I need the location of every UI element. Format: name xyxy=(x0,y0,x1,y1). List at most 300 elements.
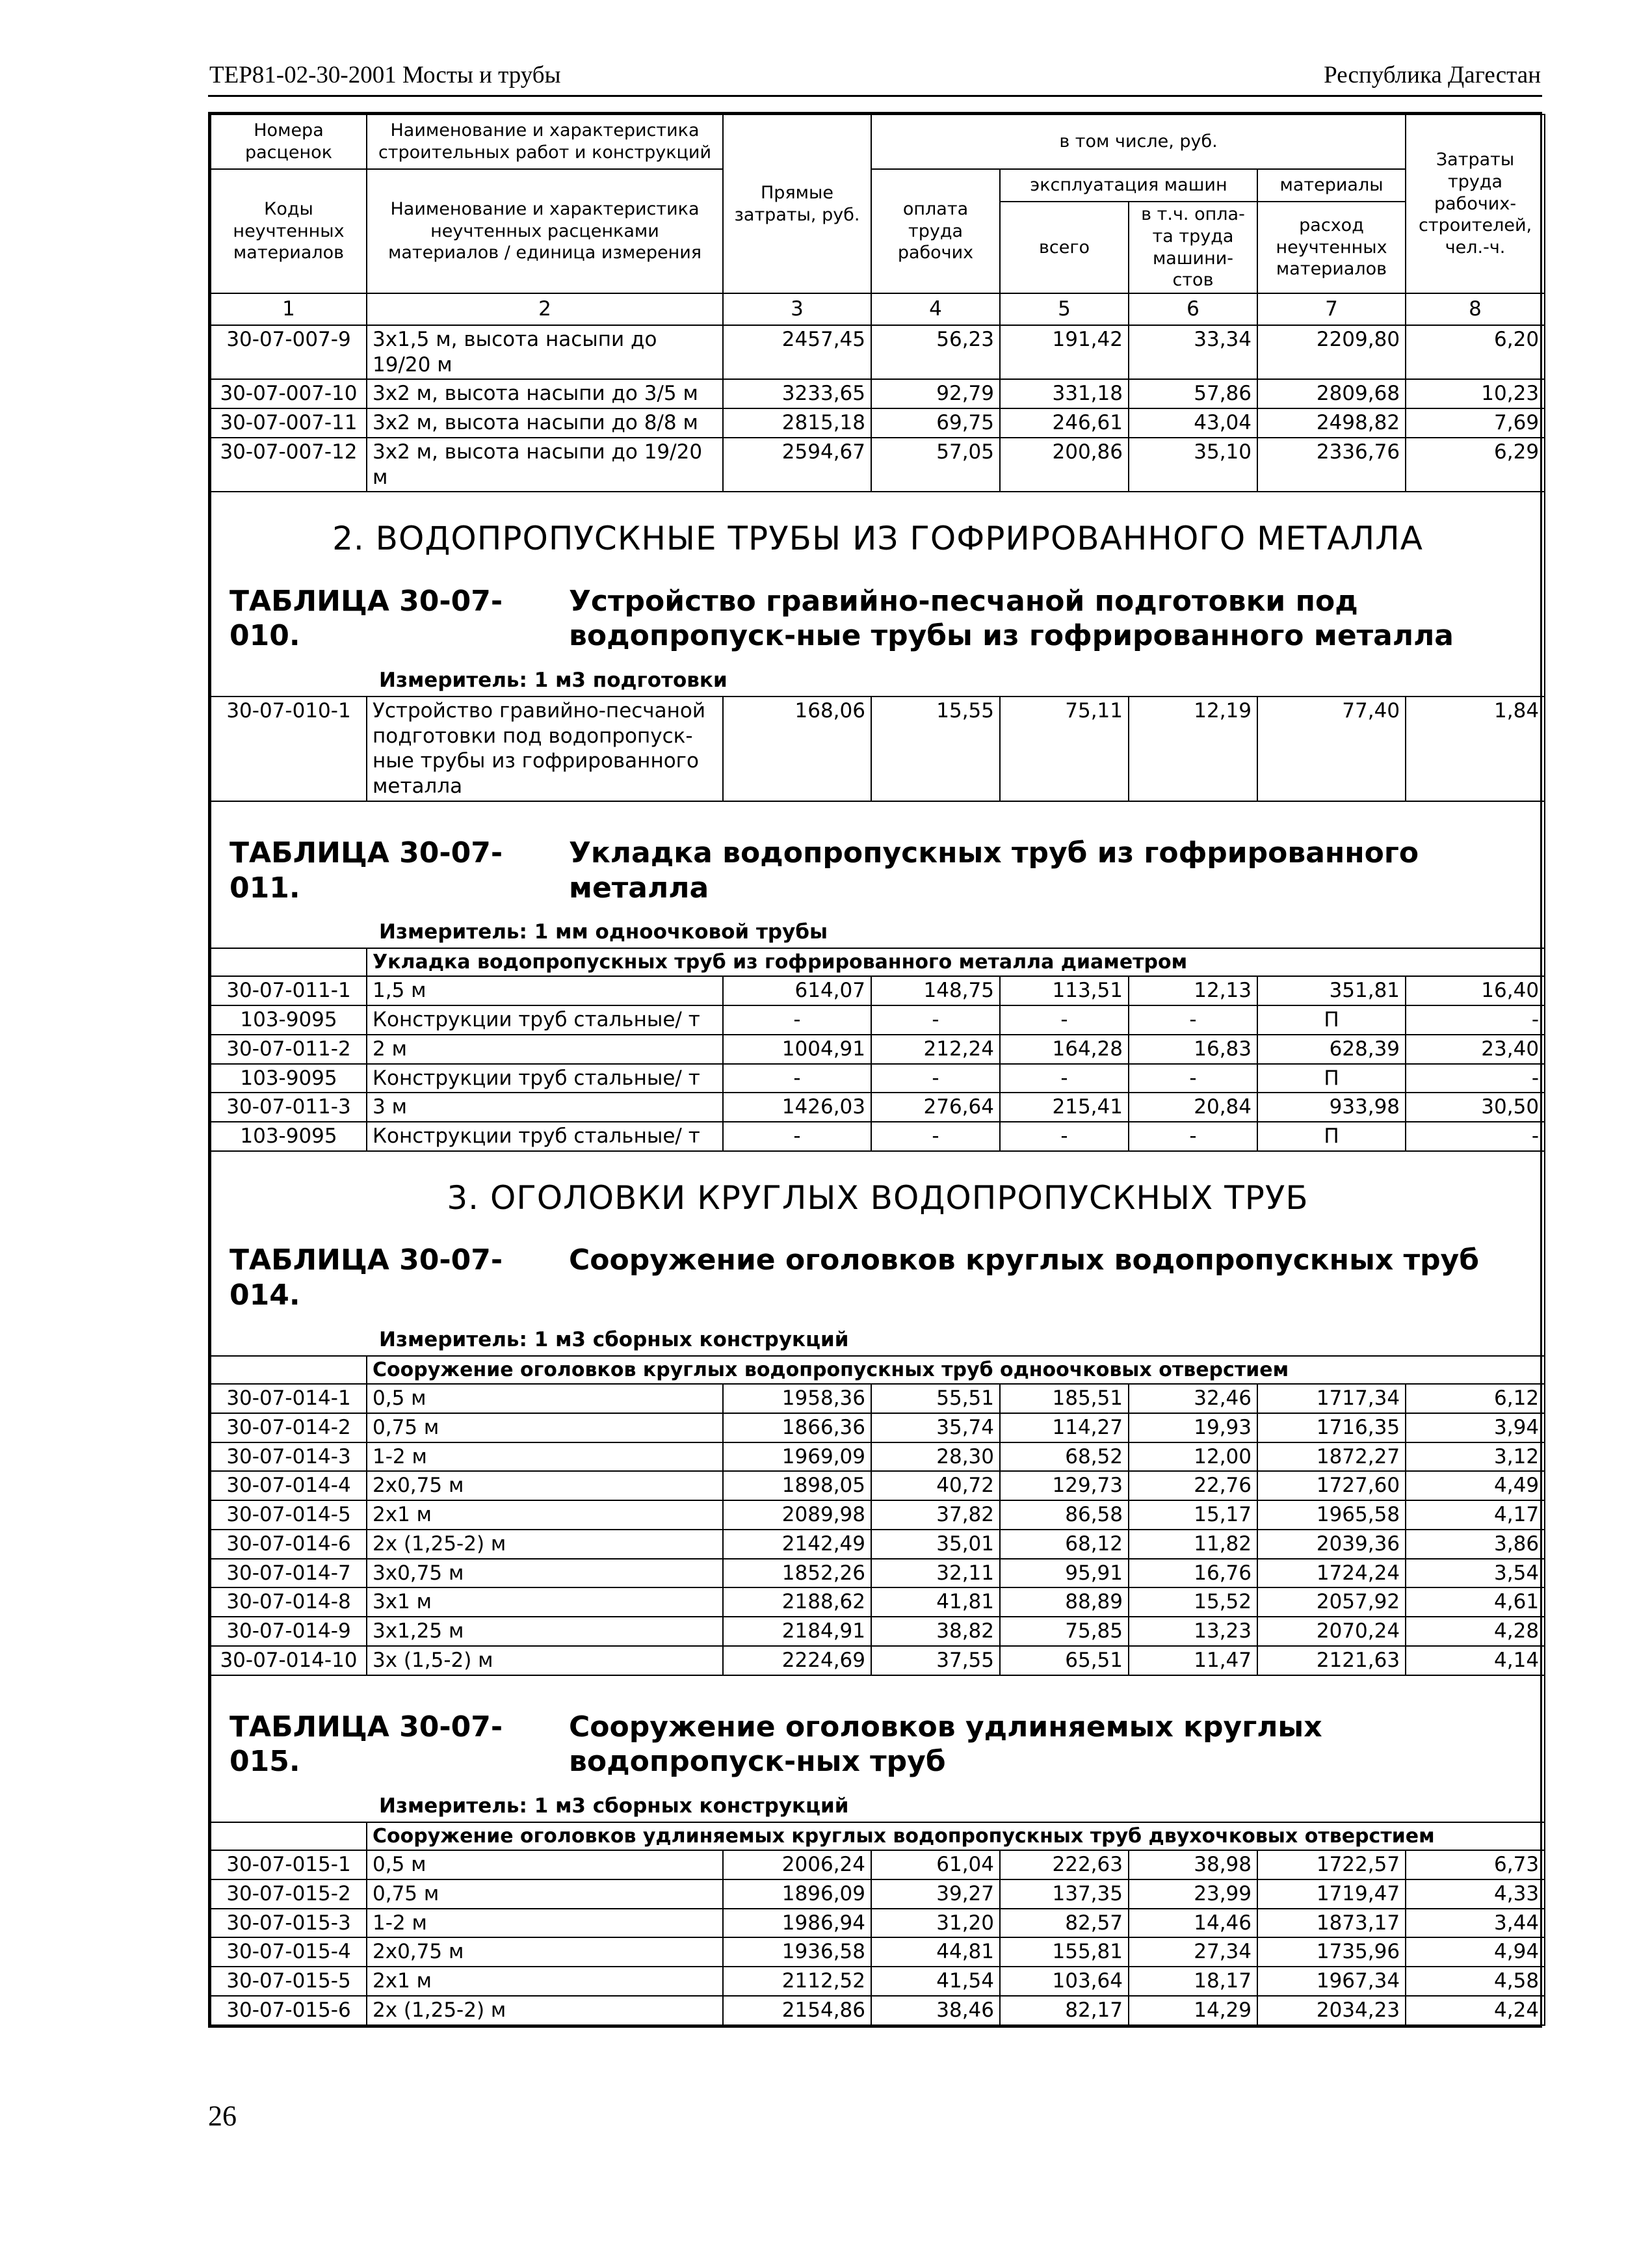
rate-code: 30-07-014-1 xyxy=(211,1384,367,1413)
col-header-material-name: Наименование и характеристика неучтенных расценками материалов / единица измерения xyxy=(367,169,723,293)
machinist-pay-value: 32,46 xyxy=(1129,1384,1257,1413)
work-name: 1-2 м xyxy=(367,1442,723,1472)
table-row xyxy=(211,1587,1545,1617)
table-30-07-014-meter-text: Измеритель: 1 м3 сборных конструкций xyxy=(379,1327,849,1351)
table-30-07-014-group-row xyxy=(211,1356,1545,1385)
table-30-07-014-meter-row xyxy=(211,1317,1545,1356)
table-row xyxy=(211,1413,1545,1442)
work-name: 2х1 м xyxy=(367,1967,723,1996)
worker-pay-value: 39,27 xyxy=(871,1879,1000,1909)
table-row xyxy=(211,1442,1545,1472)
materials-cost-value: 1722,57 xyxy=(1257,1850,1406,1879)
table-row xyxy=(211,1384,1545,1413)
labor-hours-value: 6,73 xyxy=(1406,1850,1545,1879)
machines-total-value: 129,73 xyxy=(1000,1471,1129,1500)
direct-costs-value: 2112,52 xyxy=(723,1967,871,1996)
machines-total-value: 75,85 xyxy=(1000,1617,1129,1646)
table-heading xyxy=(216,576,1539,656)
work-name: 2х (1,25-2) м xyxy=(367,1530,723,1559)
worker-pay-value: 28,30 xyxy=(871,1442,1000,1472)
machines-total-value: 164,28 xyxy=(1000,1035,1129,1064)
labor-hours-value: 3,54 xyxy=(1406,1559,1545,1588)
region-name: Республика Дагестан xyxy=(1324,62,1541,88)
page-number: 26 xyxy=(208,2100,237,2132)
direct-costs-value: 1958,36 xyxy=(723,1384,871,1413)
table-30-07-015-group-row xyxy=(211,1822,1545,1851)
worker-pay-value: 41,54 xyxy=(871,1967,1000,1996)
materials-cost-value: 1873,17 xyxy=(1257,1909,1406,1938)
column-number: 4 xyxy=(871,293,1000,325)
machines-total-value: 86,58 xyxy=(1000,1500,1129,1530)
machinist-pay-value: 35,10 xyxy=(1129,438,1257,492)
labor-hours-value: 3,86 xyxy=(1406,1530,1545,1559)
table-30-07-015-meter-row xyxy=(211,1783,1545,1822)
materials-cost-value: 2070,24 xyxy=(1257,1617,1406,1646)
worker-pay-value: 56,23 xyxy=(871,325,1000,380)
direct-costs-value: 2457,45 xyxy=(723,325,871,380)
direct-costs-value: 614,07 xyxy=(723,976,871,1005)
machinist-pay-value: - xyxy=(1129,1005,1257,1035)
table-heading xyxy=(216,1702,1539,1782)
rate-code: 30-07-011-1 xyxy=(211,976,367,1005)
machines-total-value: 82,17 xyxy=(1000,1996,1129,2025)
materials-cost-value: 1735,96 xyxy=(1257,1937,1406,1967)
machinist-pay-value: 15,52 xyxy=(1129,1587,1257,1617)
direct-costs-value: 1852,26 xyxy=(723,1559,871,1588)
rate-code: 30-07-015-5 xyxy=(211,1967,367,1996)
machines-total-value: 103,64 xyxy=(1000,1967,1129,1996)
table-30-07-015-meter xyxy=(211,1783,1545,1822)
machinist-pay-value: - xyxy=(1129,1122,1257,1151)
col-header-labor-costs: Затраты труда рабочих-строителей, чел.-ч. xyxy=(1406,114,1545,293)
table-description: Сооружение оголовков удлиняемых круглых водопропуск-ных труб xyxy=(569,1710,1322,1779)
machines-total-value: 65,51 xyxy=(1000,1646,1129,1675)
work-name: 3х (1,5-2) м xyxy=(367,1646,723,1675)
table-30-07-010-meter-text: Измеритель: 1 м3 подготовки xyxy=(379,669,728,693)
machines-total-value: 88,89 xyxy=(1000,1587,1129,1617)
direct-costs-value: 1896,09 xyxy=(723,1879,871,1909)
rate-code: 30-07-015-6 xyxy=(211,1996,367,2025)
materials-cost-value: П xyxy=(1257,1122,1406,1151)
direct-costs-value: 2154,86 xyxy=(723,1996,871,2025)
worker-pay-value: 38,82 xyxy=(871,1617,1000,1646)
machines-total-value: 191,42 xyxy=(1000,325,1129,380)
table-30-07-014-meter xyxy=(211,1317,1545,1356)
materials-cost-value: П xyxy=(1257,1064,1406,1093)
work-name: 3х0,75 м xyxy=(367,1559,723,1588)
spacer-row xyxy=(211,1675,1545,1701)
col-header-material-consumption: расход неучтенных материалов xyxy=(1257,202,1406,293)
material-name: Конструкции труб стальные/ т xyxy=(367,1122,723,1151)
section-2-title-row xyxy=(211,492,1545,575)
table-30-07-015-meter-text: Измеритель: 1 м3 сборных конструкций xyxy=(379,1794,849,1818)
work-name: 2х1 м xyxy=(367,1500,723,1530)
direct-costs-value: 1866,36 xyxy=(723,1413,871,1442)
labor-hours-value: 4,49 xyxy=(1406,1471,1545,1500)
machines-total-value: 82,57 xyxy=(1000,1909,1129,1938)
machinist-pay-value: 12,19 xyxy=(1129,697,1257,801)
rate-code: 30-07-015-2 xyxy=(211,1879,367,1909)
table-row xyxy=(211,408,1545,438)
table-30-07-011-meter-row xyxy=(211,909,1545,948)
labor-hours-value: 4,24 xyxy=(1406,1996,1545,2025)
table-number: ТАБЛИЦА 30-07-014. xyxy=(229,1243,503,1312)
rate-code: 30-07-007-12 xyxy=(211,438,367,492)
section-2-title xyxy=(211,492,1545,575)
labor-hours-value: 6,20 xyxy=(1406,325,1545,380)
labor-hours-value: 4,61 xyxy=(1406,1587,1545,1617)
work-name: 1-2 м xyxy=(367,1909,723,1938)
direct-costs-value: 2594,67 xyxy=(723,438,871,492)
rate-code: 30-07-014-7 xyxy=(211,1559,367,1588)
work-name: 3х2 м, высота насыпи до 19/20 м xyxy=(367,438,723,492)
worker-pay-value: 44,81 xyxy=(871,1937,1000,1967)
rate-code: 30-07-011-3 xyxy=(211,1093,367,1122)
labor-hours-value: 1,84 xyxy=(1406,697,1545,801)
header-row-2 xyxy=(211,169,1545,202)
work-name: 3х2 м, высота насыпи до 8/8 м xyxy=(367,408,723,438)
worker-pay-value: 61,04 xyxy=(871,1850,1000,1879)
table-description: Сооружение оголовков круглых водопропускных труб xyxy=(569,1243,1479,1277)
machinist-pay-value: 12,13 xyxy=(1129,976,1257,1005)
direct-costs-value: 2142,49 xyxy=(723,1530,871,1559)
labor-hours-value: 6,29 xyxy=(1406,438,1545,492)
rates-document xyxy=(208,112,1542,2028)
materials-cost-value: П xyxy=(1257,1005,1406,1035)
worker-pay-value: 212,24 xyxy=(871,1035,1000,1064)
machinist-pay-value: 19,93 xyxy=(1129,1413,1257,1442)
material-name: Конструкции труб стальные/ т xyxy=(367,1064,723,1093)
machines-total-value: 200,86 xyxy=(1000,438,1129,492)
machines-total-value: 68,12 xyxy=(1000,1530,1129,1559)
machines-total-value: - xyxy=(1000,1005,1129,1035)
worker-pay-value: 38,46 xyxy=(871,1996,1000,2025)
section-3-title-row xyxy=(211,1151,1545,1234)
table-row xyxy=(211,1471,1545,1500)
section-3-title xyxy=(211,1151,1545,1234)
materials-cost-value: 1965,58 xyxy=(1257,1500,1406,1530)
column-number: 3 xyxy=(723,293,871,325)
work-name: 0,5 м xyxy=(367,1850,723,1879)
spacer xyxy=(211,1675,1545,1701)
materials-cost-value: 1716,35 xyxy=(1257,1413,1406,1442)
col-header-machinist-pay: в т.ч. опла-та труда машини-стов xyxy=(1129,202,1257,293)
direct-costs-value: 1426,03 xyxy=(723,1093,871,1122)
group-empty-cell xyxy=(211,1822,367,1851)
machines-total-value: 246,61 xyxy=(1000,408,1129,438)
spacer xyxy=(211,801,1545,827)
column-number: 5 xyxy=(1000,293,1129,325)
labor-hours-value: 7,69 xyxy=(1406,408,1545,438)
table-row xyxy=(211,1646,1545,1675)
machinist-pay-value: 12,00 xyxy=(1129,1442,1257,1472)
table-row xyxy=(211,325,1545,380)
worker-pay-value: 31,20 xyxy=(871,1909,1000,1938)
materials-cost-value: 2209,80 xyxy=(1257,325,1406,380)
machines-total-value: 222,63 xyxy=(1000,1850,1129,1879)
direct-costs-value: 1898,05 xyxy=(723,1471,871,1500)
machinist-pay-value: 18,17 xyxy=(1129,1967,1257,1996)
work-name: Устройство гравийно-песчаной подготовки под водопропуск-ные трубы из гофрированного металла xyxy=(367,697,723,801)
materials-cost-value: 1724,24 xyxy=(1257,1559,1406,1588)
machinist-pay-value: 13,23 xyxy=(1129,1617,1257,1646)
rate-code: 30-07-014-6 xyxy=(211,1530,367,1559)
rate-code: 30-07-007-9 xyxy=(211,325,367,380)
direct-costs-value: - xyxy=(723,1122,871,1151)
table-row xyxy=(211,976,1545,1005)
material-row xyxy=(211,1005,1545,1035)
machinist-pay-value: 11,47 xyxy=(1129,1646,1257,1675)
labor-hours-value: 4,28 xyxy=(1406,1617,1545,1646)
work-name: 2 м xyxy=(367,1035,723,1064)
materials-cost-value: 2057,92 xyxy=(1257,1587,1406,1617)
rate-code: 30-07-014-9 xyxy=(211,1617,367,1646)
col-header-work-name: Наименование и характеристика строительных работ и конструкций xyxy=(367,114,723,169)
group-title: Сооружение оголовков круглых водопропускных труб одноочковых отверстием xyxy=(367,1356,1545,1385)
table-row xyxy=(211,1035,1545,1064)
machinist-pay-value: 14,29 xyxy=(1129,1996,1257,2025)
labor-hours-value: 10,23 xyxy=(1406,379,1545,408)
labor-hours-value: 4,14 xyxy=(1406,1646,1545,1675)
machines-total-value: 137,35 xyxy=(1000,1879,1129,1909)
machines-total-value: 155,81 xyxy=(1000,1937,1129,1967)
machines-total-value: - xyxy=(1000,1122,1129,1151)
labor-hours-value: - xyxy=(1406,1122,1545,1151)
material-code: 103-9095 xyxy=(211,1005,367,1035)
table-row xyxy=(211,1093,1545,1122)
work-name: 1,5 м xyxy=(367,976,723,1005)
labor-hours-value: 4,58 xyxy=(1406,1967,1545,1996)
material-code: 103-9095 xyxy=(211,1122,367,1151)
table-30-07-011-meter xyxy=(211,909,1545,948)
table-row xyxy=(211,697,1545,801)
machines-total-value: 185,51 xyxy=(1000,1384,1129,1413)
direct-costs-value: 2188,62 xyxy=(723,1587,871,1617)
table-number: ТАБЛИЦА 30-07-011. xyxy=(229,836,503,905)
group-title: Укладка водопропускных труб из гофрированного металла диаметром xyxy=(367,948,1545,977)
table-30-07-011-meter-text: Измеритель: 1 мм одноочковой трубы xyxy=(379,920,828,944)
materials-cost-value: 2121,63 xyxy=(1257,1646,1406,1675)
machinist-pay-value: 57,86 xyxy=(1129,379,1257,408)
materials-cost-value: 351,81 xyxy=(1257,976,1406,1005)
direct-costs-value: 1969,09 xyxy=(723,1442,871,1472)
work-name: 0,75 м xyxy=(367,1879,723,1909)
rate-code: 30-07-014-4 xyxy=(211,1471,367,1500)
direct-costs-value: 2224,69 xyxy=(723,1646,871,1675)
table-row xyxy=(211,1850,1545,1879)
table-row xyxy=(211,379,1545,408)
material-name: Конструкции труб стальные/ т xyxy=(367,1005,723,1035)
table-row xyxy=(211,1996,1545,2025)
table-row xyxy=(211,1530,1545,1559)
direct-costs-value: 2184,91 xyxy=(723,1617,871,1646)
materials-cost-value: 2039,36 xyxy=(1257,1530,1406,1559)
table-row xyxy=(211,438,1545,492)
material-row xyxy=(211,1064,1545,1093)
group-empty-cell xyxy=(211,948,367,977)
worker-pay-value: 57,05 xyxy=(871,438,1000,492)
table-row xyxy=(211,1500,1545,1530)
table-heading xyxy=(216,1235,1539,1315)
table-30-07-011-title xyxy=(211,827,1545,909)
col-header-worker-pay: оплата труда рабочих xyxy=(871,169,1000,293)
machines-total-value: - xyxy=(1000,1064,1129,1093)
spacer-row xyxy=(211,801,1545,827)
worker-pay-value: 37,82 xyxy=(871,1500,1000,1530)
machines-total-value: 114,27 xyxy=(1000,1413,1129,1442)
table-row xyxy=(211,1879,1545,1909)
table-row xyxy=(211,1937,1545,1967)
machinist-pay-value: 15,17 xyxy=(1129,1500,1257,1530)
machinist-pay-value: - xyxy=(1129,1064,1257,1093)
materials-cost-value: 77,40 xyxy=(1257,697,1406,801)
work-name: 3х1,25 м xyxy=(367,1617,723,1646)
rate-code: 30-07-014-3 xyxy=(211,1442,367,1472)
worker-pay-value: - xyxy=(871,1122,1000,1151)
materials-cost-value: 2498,82 xyxy=(1257,408,1406,438)
labor-hours-value: 4,94 xyxy=(1406,1937,1545,1967)
column-number: 6 xyxy=(1129,293,1257,325)
table-30-07-011-title-row xyxy=(211,827,1545,909)
table-description: Укладка водопропускных труб из гофрированного металла xyxy=(569,836,1419,905)
work-name: 2х0,75 м xyxy=(367,1937,723,1967)
work-name: 3х2 м, высота насыпи до 3/5 м xyxy=(367,379,723,408)
machines-total-value: 113,51 xyxy=(1000,976,1129,1005)
table-number: ТАБЛИЦА 30-07-015. xyxy=(229,1710,503,1779)
work-name: 3х1,5 м, высота насыпи до 19/20 м xyxy=(367,325,723,380)
materials-cost-value: 1967,34 xyxy=(1257,1967,1406,1996)
worker-pay-value: 15,55 xyxy=(871,697,1000,801)
labor-hours-value: 3,12 xyxy=(1406,1442,1545,1472)
labor-hours-value: 3,94 xyxy=(1406,1413,1545,1442)
direct-costs-value: 1986,94 xyxy=(723,1909,871,1938)
machines-total-value: 68,52 xyxy=(1000,1442,1129,1472)
worker-pay-value: 40,72 xyxy=(871,1471,1000,1500)
direct-costs-value: 3233,65 xyxy=(723,379,871,408)
col-header-machines-total: всего xyxy=(1000,202,1129,293)
machinist-pay-value: 16,83 xyxy=(1129,1035,1257,1064)
work-name: 3 м xyxy=(367,1093,723,1122)
direct-costs-value: 1936,58 xyxy=(723,1937,871,1967)
section-2-title-text: 2. ВОДОПРОПУСКНЫЕ ТРУБЫ ИЗ ГОФРИРОВАННОГО МЕТАЛЛА xyxy=(332,520,1423,558)
machinist-pay-value: 43,04 xyxy=(1129,408,1257,438)
column-number: 1 xyxy=(211,293,367,325)
worker-pay-value: - xyxy=(871,1064,1000,1093)
col-header-direct-costs: Прямые затраты, руб. xyxy=(723,114,871,293)
work-name: 2х0,75 м xyxy=(367,1471,723,1500)
rate-code: 30-07-014-8 xyxy=(211,1587,367,1617)
material-code: 103-9095 xyxy=(211,1064,367,1093)
group-empty-cell xyxy=(211,1356,367,1385)
table-row xyxy=(211,1967,1545,1996)
labor-hours-value: - xyxy=(1406,1005,1545,1035)
rate-code: 30-07-007-10 xyxy=(211,379,367,408)
machinist-pay-value: 33,34 xyxy=(1129,325,1257,380)
labor-hours-value: 23,40 xyxy=(1406,1035,1545,1064)
rate-code: 30-07-007-11 xyxy=(211,408,367,438)
machines-total-value: 75,11 xyxy=(1000,697,1129,801)
work-name: 0,75 м xyxy=(367,1413,723,1442)
table-heading xyxy=(216,828,1539,908)
table-30-07-010-title-row xyxy=(211,575,1545,657)
direct-costs-value: 2089,98 xyxy=(723,1500,871,1530)
work-name: 3х1 м xyxy=(367,1587,723,1617)
machinist-pay-value: 27,34 xyxy=(1129,1937,1257,1967)
labor-hours-value: 6,12 xyxy=(1406,1384,1545,1413)
rate-code: 30-07-014-5 xyxy=(211,1500,367,1530)
worker-pay-value: 35,01 xyxy=(871,1530,1000,1559)
col-header-material-codes: Коды неучтенных материалов xyxy=(211,169,367,293)
table-30-07-010-meter-row xyxy=(211,657,1545,697)
machinist-pay-value: 14,46 xyxy=(1129,1909,1257,1938)
materials-cost-value: 1872,27 xyxy=(1257,1442,1406,1472)
materials-cost-value: 2336,76 xyxy=(1257,438,1406,492)
table-30-07-014-title xyxy=(211,1234,1545,1316)
col-header-materials: материалы xyxy=(1257,169,1406,202)
direct-costs-value: 1004,91 xyxy=(723,1035,871,1064)
rate-code: 30-07-015-4 xyxy=(211,1937,367,1967)
machines-total-value: 331,18 xyxy=(1000,379,1129,408)
rate-code: 30-07-011-2 xyxy=(211,1035,367,1064)
materials-cost-value: 2034,23 xyxy=(1257,1996,1406,2025)
table-30-07-015-title xyxy=(211,1701,1545,1783)
labor-hours-value: 4,17 xyxy=(1406,1500,1545,1530)
col-header-rate-number: Номера расценок xyxy=(211,114,367,169)
machinist-pay-value: 23,99 xyxy=(1129,1879,1257,1909)
table-number: ТАБЛИЦА 30-07-010. xyxy=(229,584,503,653)
column-number: 7 xyxy=(1257,293,1406,325)
direct-costs-value: 2006,24 xyxy=(723,1850,871,1879)
header-row-1 xyxy=(211,114,1545,169)
rates-table xyxy=(210,114,1545,2026)
column-number: 2 xyxy=(367,293,723,325)
materials-cost-value: 628,39 xyxy=(1257,1035,1406,1064)
page-header xyxy=(208,56,1542,97)
worker-pay-value: 148,75 xyxy=(871,976,1000,1005)
col-header-machine-operation: эксплуатация машин xyxy=(1000,169,1257,202)
worker-pay-value: 32,11 xyxy=(871,1559,1000,1588)
table-30-07-015-title-row xyxy=(211,1701,1545,1783)
worker-pay-value: 69,75 xyxy=(871,408,1000,438)
table-row xyxy=(211,1559,1545,1588)
worker-pay-value: 41,81 xyxy=(871,1587,1000,1617)
worker-pay-value: 35,74 xyxy=(871,1413,1000,1442)
rate-code: 30-07-010-1 xyxy=(211,697,367,801)
rate-code: 30-07-015-3 xyxy=(211,1909,367,1938)
rate-code: 30-07-014-10 xyxy=(211,1646,367,1675)
machinist-pay-value: 11,82 xyxy=(1129,1530,1257,1559)
machinist-pay-value: 22,76 xyxy=(1129,1471,1257,1500)
direct-costs-value: - xyxy=(723,1064,871,1093)
labor-hours-value: 16,40 xyxy=(1406,976,1545,1005)
machinist-pay-value: 20,84 xyxy=(1129,1093,1257,1122)
materials-cost-value: 933,98 xyxy=(1257,1093,1406,1122)
direct-costs-value: 168,06 xyxy=(723,697,871,801)
table-30-07-014-title-row xyxy=(211,1234,1545,1316)
group-title: Сооружение оголовков удлиняемых круглых водопропускных труб двухочковых отверстием xyxy=(367,1822,1545,1851)
worker-pay-value: 92,79 xyxy=(871,379,1000,408)
table-30-07-011-group-row xyxy=(211,948,1545,977)
materials-cost-value: 1727,60 xyxy=(1257,1471,1406,1500)
work-name: 2х (1,25-2) м xyxy=(367,1996,723,2025)
machinist-pay-value: 16,76 xyxy=(1129,1559,1257,1588)
rate-code: 30-07-015-1 xyxy=(211,1850,367,1879)
worker-pay-value: - xyxy=(871,1005,1000,1035)
worker-pay-value: 37,55 xyxy=(871,1646,1000,1675)
column-number: 8 xyxy=(1406,293,1545,325)
direct-costs-value: - xyxy=(723,1005,871,1035)
table-description: Устройство гравийно-песчаной подготовки под водопропуск-ные трубы из гофрированного металла xyxy=(569,584,1454,653)
